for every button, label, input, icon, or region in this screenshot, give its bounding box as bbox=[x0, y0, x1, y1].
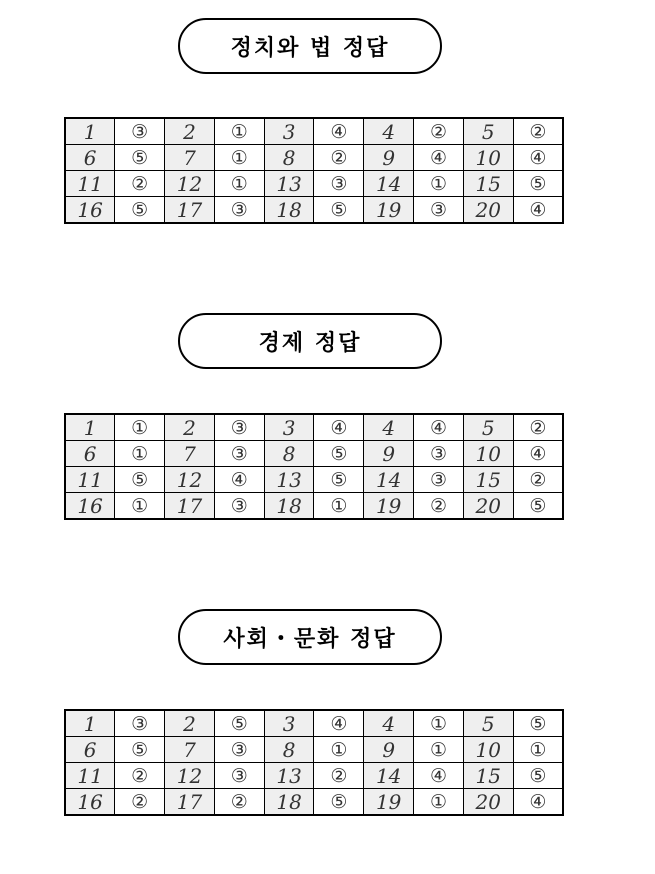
answer-choice: ④ bbox=[414, 763, 464, 789]
question-number: 9 bbox=[364, 737, 414, 763]
table-row bbox=[65, 763, 563, 789]
answer-choice: ② bbox=[214, 789, 264, 816]
question-number: 12 bbox=[165, 171, 215, 197]
answer-choice: ① bbox=[314, 493, 364, 520]
answer-choice: ① bbox=[314, 737, 364, 763]
section-title: 정치와 법 정답 bbox=[178, 18, 442, 74]
question-number: 18 bbox=[264, 789, 314, 816]
answer-choice: ⑤ bbox=[214, 710, 264, 737]
answer-choice: ⑤ bbox=[513, 171, 563, 197]
question-number: 15 bbox=[463, 467, 513, 493]
answer-choice: ⑤ bbox=[115, 197, 165, 224]
question-number: 2 bbox=[165, 710, 215, 737]
table-row bbox=[65, 737, 563, 763]
answer-choice: ③ bbox=[214, 493, 264, 520]
question-number: 12 bbox=[165, 763, 215, 789]
table-row bbox=[65, 710, 563, 737]
answer-choice: ③ bbox=[214, 737, 264, 763]
question-number: 19 bbox=[364, 493, 414, 520]
question-number: 10 bbox=[463, 441, 513, 467]
answer-choice: ③ bbox=[115, 710, 165, 737]
question-number: 6 bbox=[65, 145, 115, 171]
answer-choice: ③ bbox=[214, 197, 264, 224]
answer-choice: ③ bbox=[214, 763, 264, 789]
answer-choice: ① bbox=[414, 789, 464, 816]
answer-choice: ⑤ bbox=[314, 789, 364, 816]
question-number: 17 bbox=[165, 197, 215, 224]
question-number: 11 bbox=[65, 171, 115, 197]
question-number: 13 bbox=[264, 467, 314, 493]
question-number: 8 bbox=[264, 441, 314, 467]
answer-choice: ① bbox=[414, 737, 464, 763]
answer-choice: ② bbox=[513, 467, 563, 493]
answer-choice: ④ bbox=[414, 145, 464, 171]
answer-choice: ④ bbox=[314, 710, 364, 737]
answer-choice: ① bbox=[414, 171, 464, 197]
question-number: 5 bbox=[463, 414, 513, 441]
question-number: 13 bbox=[264, 763, 314, 789]
answer-table bbox=[64, 117, 564, 224]
answer-choice: ④ bbox=[414, 414, 464, 441]
answer-choice: ② bbox=[115, 763, 165, 789]
question-number: 12 bbox=[165, 467, 215, 493]
answer-choice: ⑤ bbox=[115, 467, 165, 493]
answer-choice: ② bbox=[115, 789, 165, 816]
section-title: 사회・문화 정답 bbox=[178, 609, 442, 665]
question-number: 18 bbox=[264, 493, 314, 520]
table-row bbox=[65, 441, 563, 467]
question-number: 14 bbox=[364, 763, 414, 789]
question-number: 7 bbox=[165, 145, 215, 171]
question-number: 6 bbox=[65, 441, 115, 467]
answer-choice: ⑤ bbox=[513, 763, 563, 789]
question-number: 13 bbox=[264, 171, 314, 197]
question-number: 4 bbox=[364, 118, 414, 145]
question-number: 4 bbox=[364, 414, 414, 441]
question-number: 1 bbox=[65, 710, 115, 737]
answer-choice: ③ bbox=[214, 414, 264, 441]
question-number: 4 bbox=[364, 710, 414, 737]
question-number: 20 bbox=[463, 197, 513, 224]
section-title: 경제 정답 bbox=[178, 313, 442, 369]
answer-choice: ② bbox=[414, 118, 464, 145]
answer-choice: ① bbox=[513, 737, 563, 763]
question-number: 16 bbox=[65, 789, 115, 816]
answer-choice: ③ bbox=[314, 171, 364, 197]
answer-choice: ④ bbox=[214, 467, 264, 493]
answer-choice: ④ bbox=[314, 414, 364, 441]
question-number: 11 bbox=[65, 763, 115, 789]
question-number: 3 bbox=[264, 414, 314, 441]
answer-choice: ⑤ bbox=[513, 710, 563, 737]
answer-choice: ④ bbox=[513, 441, 563, 467]
question-number: 15 bbox=[463, 171, 513, 197]
question-number: 11 bbox=[65, 467, 115, 493]
question-number: 5 bbox=[463, 118, 513, 145]
question-number: 14 bbox=[364, 467, 414, 493]
question-number: 1 bbox=[65, 118, 115, 145]
answer-choice: ③ bbox=[115, 118, 165, 145]
question-number: 17 bbox=[165, 789, 215, 816]
table-row bbox=[65, 789, 563, 816]
question-number: 3 bbox=[264, 710, 314, 737]
answer-choice: ⑤ bbox=[314, 441, 364, 467]
answer-choice: ② bbox=[314, 145, 364, 171]
answer-choice: ① bbox=[214, 118, 264, 145]
question-number: 8 bbox=[264, 145, 314, 171]
question-number: 15 bbox=[463, 763, 513, 789]
question-number: 16 bbox=[65, 197, 115, 224]
answer-choice: ③ bbox=[414, 467, 464, 493]
question-number: 20 bbox=[463, 493, 513, 520]
question-number: 19 bbox=[364, 197, 414, 224]
question-number: 14 bbox=[364, 171, 414, 197]
question-number: 18 bbox=[264, 197, 314, 224]
answer-choice: ④ bbox=[314, 118, 364, 145]
answer-choice: ⑤ bbox=[115, 737, 165, 763]
question-number: 9 bbox=[364, 145, 414, 171]
answer-choice: ③ bbox=[214, 441, 264, 467]
question-number: 2 bbox=[165, 414, 215, 441]
answer-choice: ① bbox=[214, 145, 264, 171]
answer-choice: ③ bbox=[414, 197, 464, 224]
answer-choice: ④ bbox=[513, 789, 563, 816]
answer-choice: ① bbox=[414, 710, 464, 737]
answer-choice: ② bbox=[115, 171, 165, 197]
answer-choice: ⑤ bbox=[513, 493, 563, 520]
question-number: 7 bbox=[165, 737, 215, 763]
answer-choice: ① bbox=[115, 414, 165, 441]
answer-choice: ② bbox=[414, 493, 464, 520]
answer-choice: ② bbox=[513, 118, 563, 145]
answer-choice: ② bbox=[513, 414, 563, 441]
table-row bbox=[65, 414, 563, 441]
answer-choice: ① bbox=[115, 441, 165, 467]
question-number: 17 bbox=[165, 493, 215, 520]
question-number: 5 bbox=[463, 710, 513, 737]
table-row bbox=[65, 145, 563, 171]
table-row bbox=[65, 467, 563, 493]
question-number: 10 bbox=[463, 145, 513, 171]
question-number: 20 bbox=[463, 789, 513, 816]
answer-choice: ③ bbox=[414, 441, 464, 467]
question-number: 2 bbox=[165, 118, 215, 145]
answer-choice: ④ bbox=[513, 145, 563, 171]
answer-table bbox=[64, 709, 564, 816]
answer-choice: ④ bbox=[513, 197, 563, 224]
answer-choice: ② bbox=[314, 763, 364, 789]
table-row bbox=[65, 171, 563, 197]
question-number: 7 bbox=[165, 441, 215, 467]
answer-choice: ① bbox=[115, 493, 165, 520]
table-row bbox=[65, 493, 563, 520]
question-number: 19 bbox=[364, 789, 414, 816]
question-number: 9 bbox=[364, 441, 414, 467]
table-row bbox=[65, 118, 563, 145]
answer-choice: ⑤ bbox=[314, 467, 364, 493]
answer-choice: ⑤ bbox=[314, 197, 364, 224]
question-number: 10 bbox=[463, 737, 513, 763]
table-row bbox=[65, 197, 563, 224]
question-number: 16 bbox=[65, 493, 115, 520]
answer-choice: ⑤ bbox=[115, 145, 165, 171]
question-number: 6 bbox=[65, 737, 115, 763]
question-number: 1 bbox=[65, 414, 115, 441]
question-number: 3 bbox=[264, 118, 314, 145]
answer-choice: ① bbox=[214, 171, 264, 197]
question-number: 8 bbox=[264, 737, 314, 763]
answer-table bbox=[64, 413, 564, 520]
